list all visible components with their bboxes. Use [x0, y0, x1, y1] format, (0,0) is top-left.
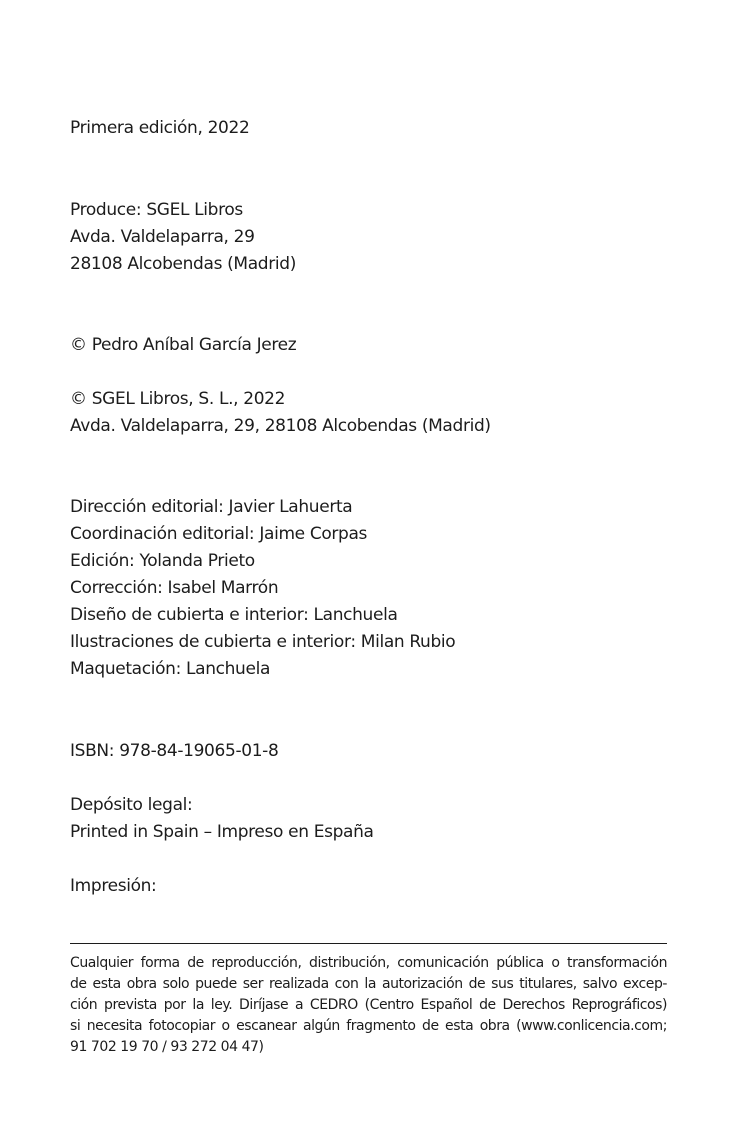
divider-rule	[70, 943, 667, 944]
printing-label: Impresión:	[70, 876, 157, 896]
isbn-text: ISBN: 978-84-19065-01-8	[70, 741, 279, 761]
legal-notice-line: si necesita fotocopiar o escanear algún fragmento de esta obra (www.conlicencia.com;	[70, 1018, 667, 1034]
author-copyright: © Pedro Aníbal García Jerez	[70, 335, 297, 355]
publisher-address: Avda. Valdelaparra, 29, 28108 Alcobendas (Madrid)	[70, 416, 491, 436]
credit-edition: Edición: Yolanda Prieto	[70, 551, 255, 571]
legal-notice-line: ción prevista por la ley. Diríjase a CEDRO (Centro Español de Derechos Reprográficos)	[70, 997, 667, 1013]
legal-deposit-label: Depósito legal:	[70, 795, 193, 815]
legal-notice-line: Cualquier forma de reproducción, distribución, comunicación pública o transformación	[70, 955, 667, 971]
producer-name: Produce: SGEL Libros	[70, 200, 243, 220]
edition-text: Primera edición, 2022	[70, 118, 250, 138]
producer-address-street: Avda. Valdelaparra, 29	[70, 227, 255, 247]
credit-editorial-coordination: Coordinación editorial: Jaime Corpas	[70, 524, 368, 544]
legal-notice-line: de esta obra solo puede ser realizada con la autorización de sus titulares, salvo excep-	[70, 976, 667, 992]
legal-notice	[70, 953, 667, 1058]
printed-in-text: Printed in Spain – Impreso en España	[70, 822, 374, 842]
producer-address-city: 28108 Alcobendas (Madrid)	[70, 254, 296, 274]
credit-correction: Corrección: Isabel Marrón	[70, 578, 279, 598]
credit-design: Diseño de cubierta e interior: Lanchuela	[70, 605, 398, 625]
publisher-copyright: © SGEL Libros, S. L., 2022	[70, 389, 286, 409]
credit-illustrations: Ilustraciones de cubierta e interior: Milan Rubio	[70, 632, 456, 652]
credit-editorial-direction: Dirección editorial: Javier Lahuerta	[70, 497, 353, 517]
legal-notice-line: 91 702 19 70 / 93 272 04 47)	[70, 1039, 264, 1055]
credit-layout: Maquetación: Lanchuela	[70, 659, 271, 679]
